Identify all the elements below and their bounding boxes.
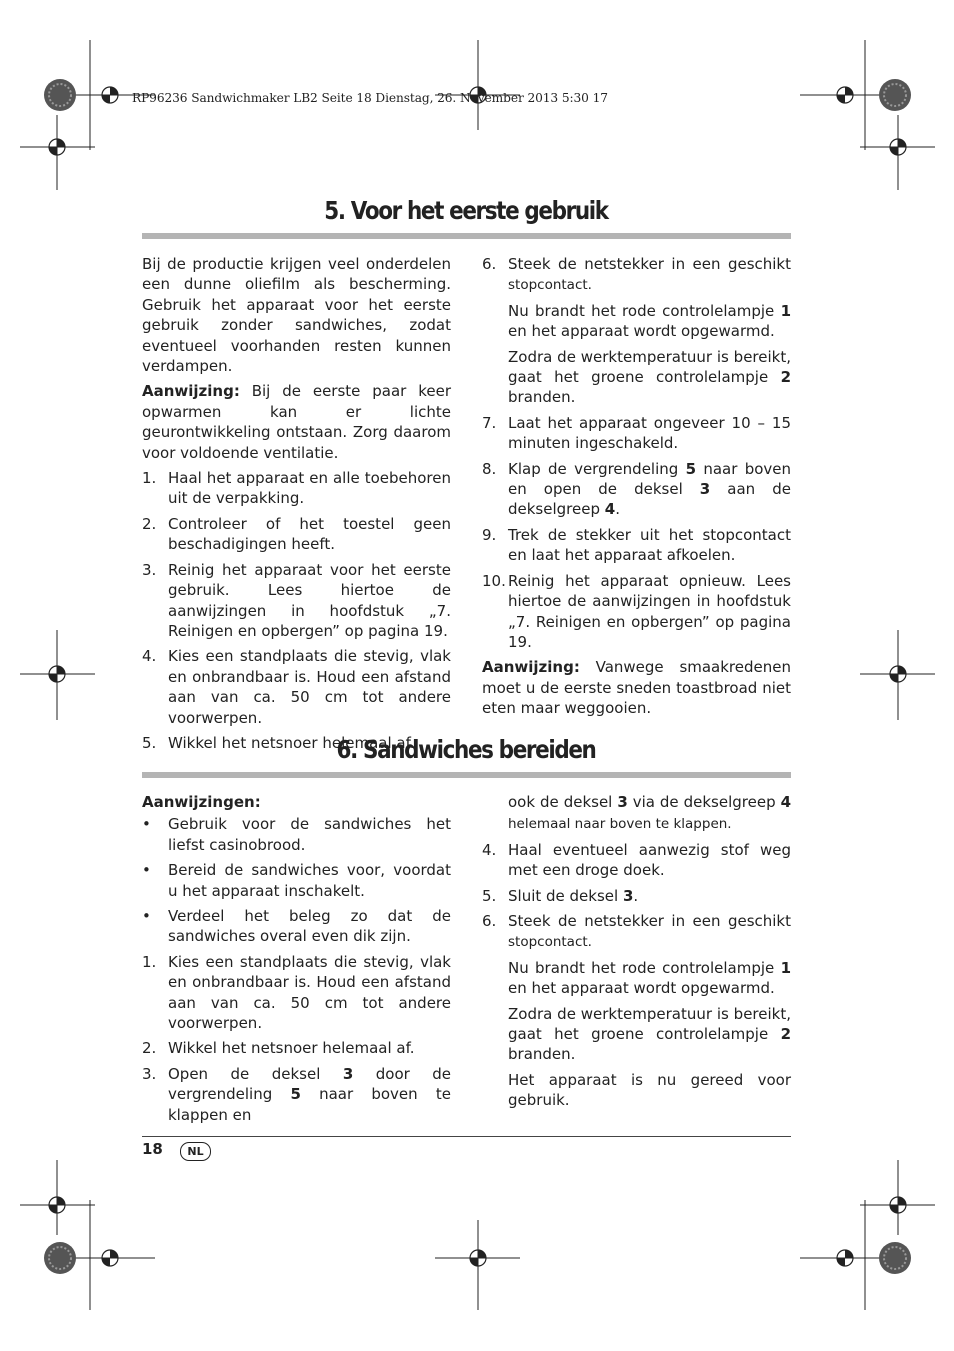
part-number: 2 xyxy=(780,1025,791,1044)
bullet-item xyxy=(142,906,451,947)
part-number: 1 xyxy=(780,301,791,320)
item-text: Laat het apparaat ongeveer 10 – 15 minuten ingeschakeld. xyxy=(508,413,791,453)
item-text: Wikkel het netsnoer helemaal af. xyxy=(168,1039,415,1058)
list-item xyxy=(142,514,451,555)
part-number: 4 xyxy=(780,793,791,811)
section-6-right-column xyxy=(482,792,791,1116)
item-text: Steek de netstekker in een geschikt xyxy=(508,912,791,931)
print-slug: RP96236 Sandwichmaker LB2 Seite 18 Dienstag, 26. November 2013 5:30 17 xyxy=(132,91,608,105)
item-text: Steek de netstekker in een geschikt xyxy=(508,255,791,273)
list-item xyxy=(482,254,791,296)
item-number: 4. xyxy=(482,840,497,859)
bullet-icon: • xyxy=(142,907,151,926)
item-text: Reinig het apparaat opnieuw. Lees hiertoe de aanwijzingen in hoofdstuk „7. Reinigen en opbergen” op pagina 19. xyxy=(508,571,791,651)
item-number: 3. xyxy=(142,1064,157,1083)
part-number: 3 xyxy=(699,480,711,499)
item-text: naar boven en open de deksel xyxy=(508,459,791,499)
section-5-title: 5. Voor het eerste gebruik xyxy=(324,196,608,225)
list-subtext xyxy=(482,301,791,342)
sub-text: Nu brandt het rode controlelampje xyxy=(508,301,781,320)
item-number: 9. xyxy=(482,525,497,544)
item-text: Trek de stekker uit het stopcontact en laat het apparaat afkoelen. xyxy=(508,525,791,565)
sub-text: Zodra de werktemperatuur is bereikt, gaat het groene controlelampje xyxy=(508,1004,791,1044)
list-item xyxy=(142,468,451,509)
item-number: 5. xyxy=(142,733,157,752)
sub-text: Zodra de werktemperatuur is bereikt, gaat het groene controlelampje xyxy=(508,347,791,387)
item-number: 6. xyxy=(482,912,497,931)
item-text: Haal het apparaat en alle toebehoren uit de verpakking. xyxy=(168,469,451,508)
item-text: stopcontact. xyxy=(508,934,592,951)
item-number: 6. xyxy=(482,255,497,273)
section-5-right-column xyxy=(482,254,791,724)
list-item xyxy=(482,525,791,566)
notes-label xyxy=(142,792,451,812)
page-number: 18 xyxy=(142,1140,163,1158)
footer-rule xyxy=(142,1136,791,1137)
item-text: Open de deksel xyxy=(168,1064,343,1083)
item-text: Klap de vergrendeling xyxy=(508,459,686,478)
item-text: via de dekselgreep xyxy=(627,793,781,811)
part-number: 3 xyxy=(617,793,628,811)
item-text: Sluit de deksel xyxy=(508,886,623,905)
item-number: 2. xyxy=(142,1039,157,1058)
list-item xyxy=(482,571,791,653)
list-item xyxy=(142,1064,451,1125)
item-number: 7. xyxy=(482,413,497,432)
section-5-rule xyxy=(142,233,791,239)
part-number: 5 xyxy=(290,1085,301,1104)
item-number: 8. xyxy=(482,459,497,478)
item-text: Wikkel het netsnoer helemaal af. xyxy=(168,733,415,752)
item-number: 1. xyxy=(142,952,157,971)
list-item xyxy=(482,840,791,881)
item-number: 1. xyxy=(142,469,157,488)
item-number: 10. xyxy=(482,571,506,590)
item-text: . xyxy=(615,500,620,519)
item-text: Reinig het apparaat voor het eerste gebruik. Lees hiertoe de aanwijzingen in hoofdstuk „7. Reinigen en opbergen” op pagina 19. xyxy=(168,560,451,640)
item-number: 5. xyxy=(482,886,497,905)
list-subtext xyxy=(482,1004,791,1065)
item-number: 3. xyxy=(142,560,157,579)
item-text: Kies een standplaats die stevig, vlak en onbrandbaar is. Houd een afstand aan van ca. 50 cm tot andere voorwerpen. xyxy=(168,647,451,727)
note-text: Vanwege smaakredenen moet u de eerste sneden toastbroad niet eten maar weggooien. xyxy=(482,658,791,718)
section-5-left-column xyxy=(142,254,451,758)
list-subtext xyxy=(482,958,791,999)
item-text: Verdeel het beleg zo dat de sandwiches overal even dik zijn. xyxy=(168,907,451,946)
language-badge: NL xyxy=(180,1142,211,1161)
item-number: 2. xyxy=(142,514,157,533)
list-item xyxy=(142,952,451,1034)
section-5-note-2 xyxy=(482,657,791,718)
item-text: Gebruik voor de sandwiches het liefst casinobrood. xyxy=(168,815,451,854)
item-text: Controleer of het toestel geen beschadigingen heeft. xyxy=(168,514,451,554)
list-item xyxy=(142,560,451,642)
section-6-title: 6. Sandwiches bereiden xyxy=(336,735,596,764)
section-6-rule xyxy=(142,772,791,778)
note-label: Aanwijzing: xyxy=(142,382,240,401)
item-text: Bereid de sandwiches voor, voordat u het apparaat inschakelt. xyxy=(168,861,451,900)
section-5-note xyxy=(142,381,451,463)
part-number: 2 xyxy=(780,368,791,387)
notes-label-text: Aanwijzingen: xyxy=(142,793,261,811)
sub-text: branden. xyxy=(508,388,576,407)
bullet-icon: • xyxy=(142,815,151,834)
sub-text: Nu brandt het rode controlelampje xyxy=(508,958,781,977)
part-number: 3 xyxy=(342,1064,354,1083)
list-item xyxy=(482,459,791,520)
list-subtext xyxy=(482,347,791,408)
list-item xyxy=(482,413,791,454)
list-item xyxy=(482,886,791,906)
item-number: 4. xyxy=(142,647,157,666)
part-number: 5 xyxy=(685,459,697,478)
bullet-item xyxy=(142,860,451,901)
section-6-left-column xyxy=(142,792,451,1130)
section-5-intro: Bij de productie krijgen veel onderdelen een dunne oliefilm als bescherming. Gebruik het apparaat voor het eerste gebruik zonder sandwiches, zodat eventueel voorhanden resten kunnen verdampen. xyxy=(142,255,451,376)
sub-text: en het apparaat wordt opgewarmd. xyxy=(508,979,775,998)
bullet-icon: • xyxy=(142,861,151,880)
item-text: stopcontact. xyxy=(508,277,592,294)
list-continuation xyxy=(482,792,791,835)
item-text: Kies een standplaats die stevig, vlak en onbrandbaar is. Houd een afstand aan van ca. 50 cm tot andere voorwerpen. xyxy=(168,952,451,1033)
item-text: Haal eventueel aanwezig stof weg met een droge doek. xyxy=(508,840,791,880)
item-text: . xyxy=(633,886,639,905)
part-number: 1 xyxy=(780,958,791,977)
item-text: door de vergrendeling xyxy=(168,1064,451,1104)
part-number: 4 xyxy=(604,500,616,519)
part-number: 3 xyxy=(622,886,634,905)
item-text: ook de deksel xyxy=(508,793,618,811)
final-note: Het apparaat is nu gereed voor gebruik. xyxy=(508,1070,791,1110)
item-text: naar boven te klappen en xyxy=(168,1085,451,1124)
item-text: helemaal naar boven te klappen. xyxy=(508,816,732,833)
sub-text: en het apparaat wordt opgewarmd. xyxy=(508,322,775,341)
list-item xyxy=(142,646,451,728)
bullet-item xyxy=(142,814,451,855)
note-text: Bij de eerste paar keer opwarmen kan er lichte geurontwikkeling ontstaan. Zorg daarom voor voldoende ventilatie. xyxy=(142,382,451,462)
note-label: Aanwijzing: xyxy=(482,658,580,677)
list-item xyxy=(482,911,791,953)
item-text: aan de dekselgreep xyxy=(508,480,791,519)
list-item xyxy=(142,1038,451,1058)
sub-text: branden. xyxy=(508,1045,576,1064)
